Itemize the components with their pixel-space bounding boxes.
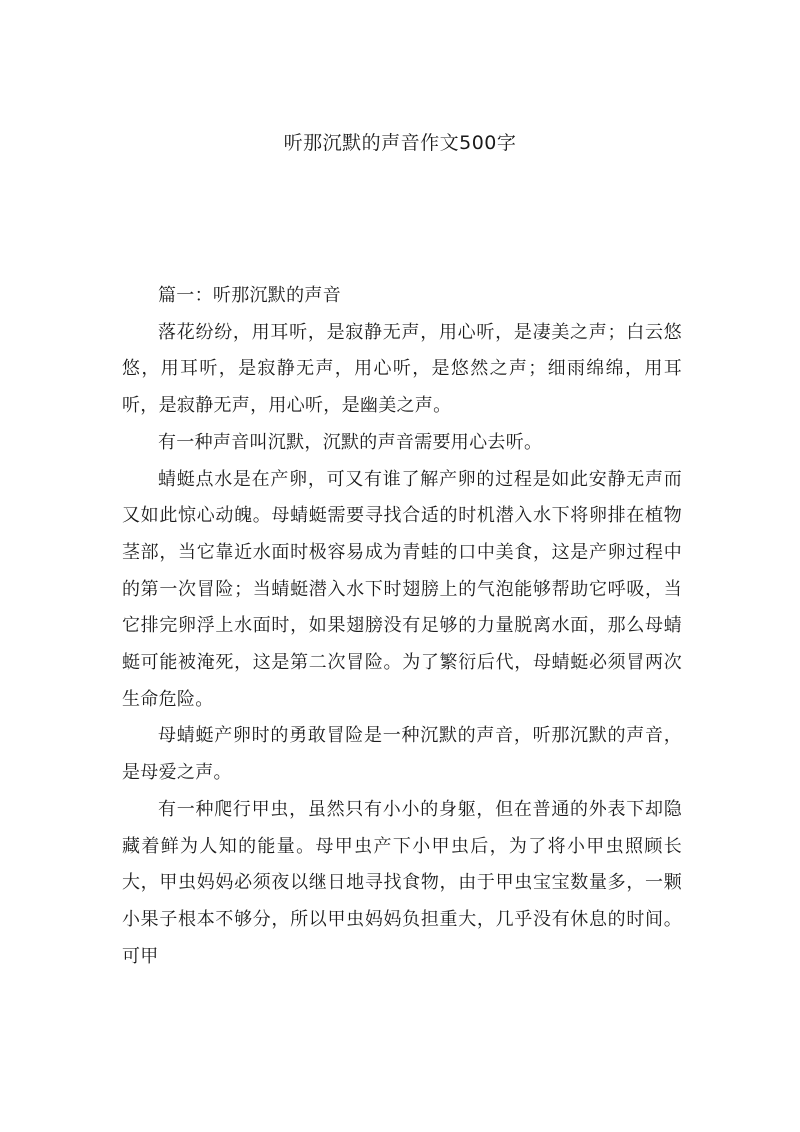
paragraph: 蜻蜓点水是在产卵，可又有谁了解产卵的过程是如此安静无声而又如此惊心动魄。母蜻蜓需要寻找合适的时机潜入水下将卵排在植物茎部，当它靠近水面时极容易成为青蛙的口中美食，这是产卵过程中的第一次冒险；当蜻蜓潜入水下时翅膀上的气泡能够帮助它呼吸，当它排完卵浮上水面时，如果翅膀没有足够的力量脱离水面，那么母蜻蜓可能被淹死，这是第二次冒险。为了繁衍后代，母蜻蜓必须冒两次生命危险。 [122,468,682,710]
paragraph: 母蜻蜓产卵时的勇敢冒险是一种沉默的声音，听那沉默的声音，是母爱之声。 [122,725,682,784]
document-title: 听那沉默的声音作文500字 [283,132,517,154]
paragraph: 落花纷纷，用耳听，是寂静无声，用心听，是凄美之声；白云悠悠，用耳听，是寂静无声，用心听，是悠然之声；细雨绵绵，用耳听，是寂静无声，用心听，是幽美之声。 [122,321,682,417]
document-body [122,278,682,975]
paragraph: 有一种声音叫沉默，沉默的声音需要用心去听。 [158,431,543,453]
paragraph: 有一种爬行甲虫，虽然只有小小的身躯，但在普通的外表下却隐藏着鲜为人知的能量。母甲虫产下小甲虫后，为了将小甲虫照顾长大，甲虫妈妈必须夜以继日地寻找食物，由于甲虫宝宝数量多，一颗小果子根本不够分，所以甲虫妈妈负担重大，几乎没有休息的时间。可甲 [122,798,682,967]
section-heading: 篇一：听那沉默的声音 [158,285,341,306]
